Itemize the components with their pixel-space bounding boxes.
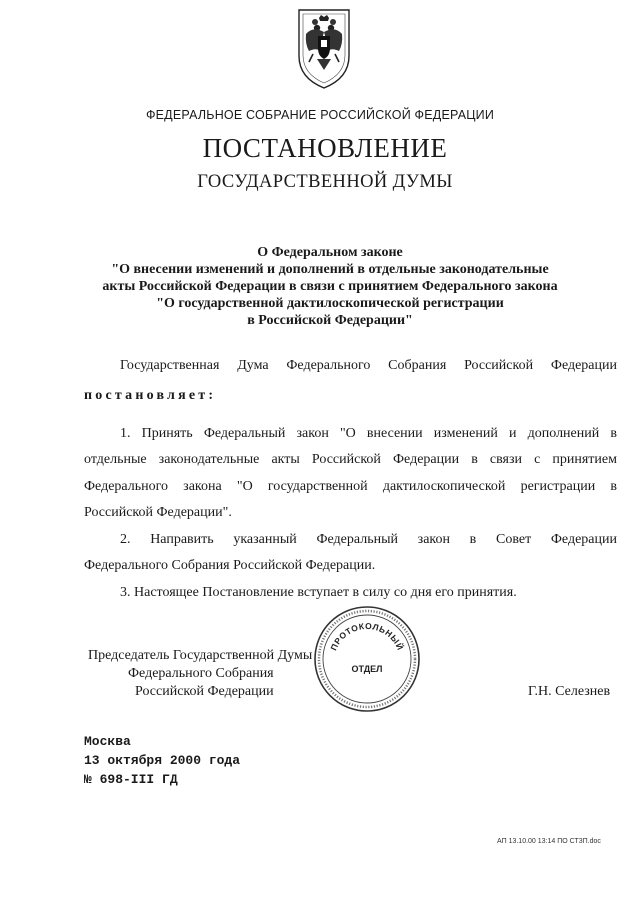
assembly-heading: ФЕДЕРАЛЬНОЕ СОБРАНИЕ РОССИЙСКОЙ ФЕДЕРАЦИИ	[145, 108, 495, 122]
document-date: 13 октября 2000 года	[84, 753, 241, 768]
stamp-center-text: ОТДЕЛ	[351, 664, 383, 674]
document-number: № 698-III ГД	[84, 772, 178, 787]
subject-line: в Российской Федерации"	[247, 313, 413, 328]
item2-line: 2. Направить указанный Федеральный закон в Совет Федерации	[120, 532, 617, 547]
subject-line: О Федеральном законе	[257, 245, 403, 260]
coat-of-arms-emblem	[295, 4, 353, 90]
subject-line: акты Российской Федерации в связи с принятием Федерального закона	[102, 279, 558, 294]
document-type-title: ПОСТАНОВЛЕНИЕ	[202, 133, 448, 163]
signature-title-line: Председатель Государственной Думы	[88, 648, 313, 663]
item1-line: Российской Федерации".	[84, 505, 232, 520]
issuer-heading: ГОСУДАРСТВЕННОЙ ДУМЫ	[197, 172, 453, 192]
preamble-verb: постановляет:	[84, 388, 217, 403]
city: Москва	[84, 734, 131, 749]
subject-line: "О государственной дактилоскопической регистрации	[156, 296, 504, 311]
file-reference: АП 13.10.00 13:14 ПО СТ3П.doc	[497, 838, 601, 845]
item1-line: 1. Принять Федеральный закон "О внесении изменений и дополнений в	[120, 426, 617, 441]
item1-line: Федерального закона "О государственной дактилоскопической регистрации в	[84, 479, 617, 494]
signature-title-line: Федерального Собрания	[128, 666, 274, 681]
stamp-arc-text: ПРОТОКОЛЬНЫЙ	[328, 620, 406, 652]
subject-line: "О внесении изменений и дополнений в отдельные законодательные	[111, 262, 549, 277]
item1-line: отдельные законодательные акты Российской Федерации в связи с принятием	[84, 452, 617, 467]
item3-line: 3. Настоящее Постановление вступает в силу со дня его принятия.	[120, 585, 517, 600]
item2-line: Федерального Собрания Российской Федерации.	[84, 558, 376, 573]
signature-title-line: Российской Федерации	[135, 684, 274, 699]
subject-block	[0, 244, 640, 329]
protocol-department-stamp	[312, 604, 422, 714]
signatory-name: Г.Н. Селезнев	[528, 684, 611, 699]
preamble-line: Государственная Дума Федерального Собрания Российской Федерации	[120, 358, 617, 373]
svg-text:ПРОТОКОЛЬНЫЙ	[328, 621, 406, 652]
